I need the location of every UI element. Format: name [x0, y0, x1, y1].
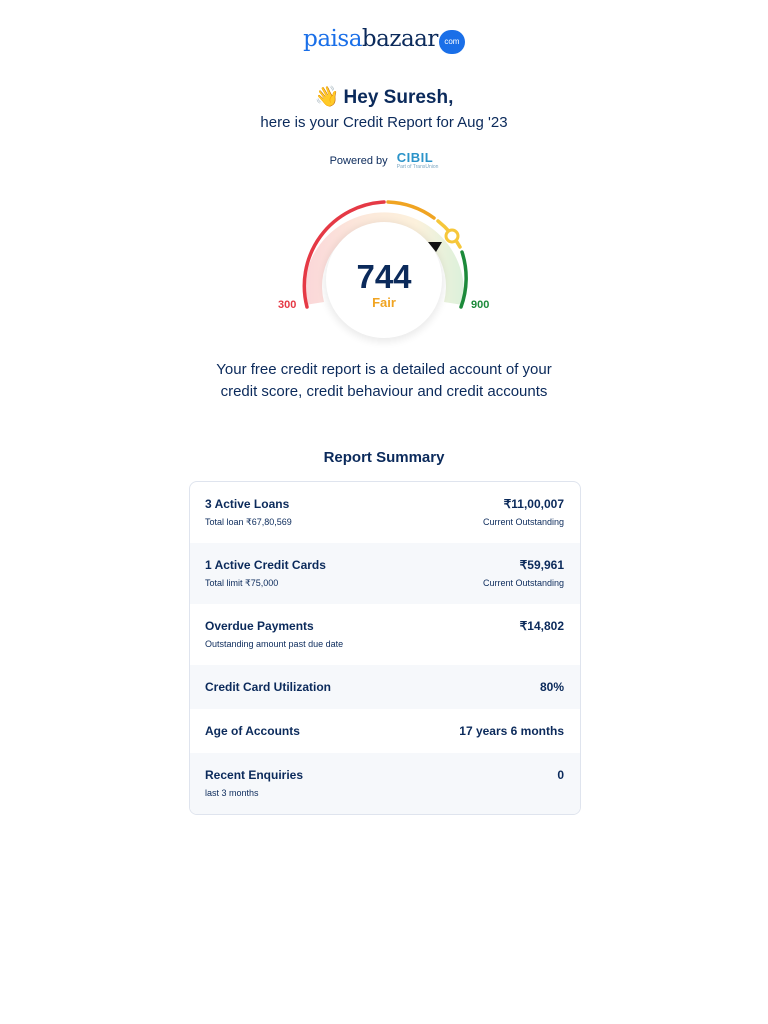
summary-row-title: Credit Card Utilization: [205, 680, 332, 694]
gauge-center: [324, 225, 444, 335]
summary-row-subtitle: Outstanding amount past due date: [205, 639, 344, 649]
summary-row-subtitle: Total loan ₹67,80,569: [205, 517, 292, 527]
summary-row-value: ₹59,961: [519, 558, 564, 572]
logo-com-badge: com: [439, 30, 465, 54]
summary-row-overdue-payments[interactable]: [190, 604, 580, 665]
gauge-max-label: 900: [471, 299, 490, 311]
powered-by-label: Powered by: [329, 155, 388, 167]
logo-text-paisa: paisa: [303, 26, 362, 52]
summary-row-active-loans[interactable]: [190, 482, 580, 543]
summary-row-subtitle: Total limit ₹75,000: [205, 578, 279, 588]
summary-row-value-caption: Current Outstanding: [482, 578, 564, 588]
credit-score-rating: Fair: [372, 295, 396, 310]
greeting-title: Hey Suresh,: [343, 87, 454, 108]
report-summary-card: [189, 481, 581, 815]
summary-row-credit-cards[interactable]: [190, 543, 580, 604]
summary-row-value-caption: Current Outstanding: [482, 517, 564, 527]
powered-by: [0, 152, 768, 170]
summary-row-title: 3 Active Loans: [205, 497, 290, 511]
gauge-min-label: 300: [278, 299, 297, 311]
waving-hand-icon: 👋: [314, 86, 340, 108]
gauge-marker: [446, 230, 458, 242]
greeting-heading: [0, 84, 768, 109]
summary-row-value: ₹14,802: [519, 619, 564, 633]
credit-score-gauge: [264, 190, 504, 360]
summary-row-title: Overdue Payments: [205, 619, 314, 633]
summary-row-age-of-accounts[interactable]: [190, 709, 580, 753]
report-summary-title: Report Summary: [323, 449, 445, 466]
report-description: Your free credit report is a detailed account of your credit score, credit behaviour and credit accounts: [216, 361, 552, 400]
summary-row-value: 0: [557, 768, 564, 782]
cibil-logo: [397, 152, 439, 170]
summary-row-title: Age of Accounts: [205, 724, 300, 738]
paisabazaar-logo: [0, 26, 768, 54]
summary-row-title: 1 Active Credit Cards: [205, 558, 326, 572]
summary-row-subtitle: last 3 months: [205, 788, 259, 798]
cibil-logo-tagline: Part of TransUnion: [396, 164, 439, 170]
summary-row-value: 17 years 6 months: [459, 724, 564, 738]
summary-row-value: 80%: [539, 680, 564, 694]
summary-row-card-utilization[interactable]: [190, 665, 580, 709]
summary-row-recent-enquiries[interactable]: [190, 753, 580, 814]
logo-text-bazaar: bazaar: [361, 26, 438, 52]
cibil-logo-text: CIBIL: [396, 150, 434, 165]
greeting-subtitle: here is your Credit Report for Aug '23: [260, 114, 508, 131]
summary-row-title: Recent Enquiries: [205, 768, 304, 782]
summary-row-value: ₹11,00,007: [503, 497, 564, 511]
credit-score-value: 744: [356, 258, 412, 295]
